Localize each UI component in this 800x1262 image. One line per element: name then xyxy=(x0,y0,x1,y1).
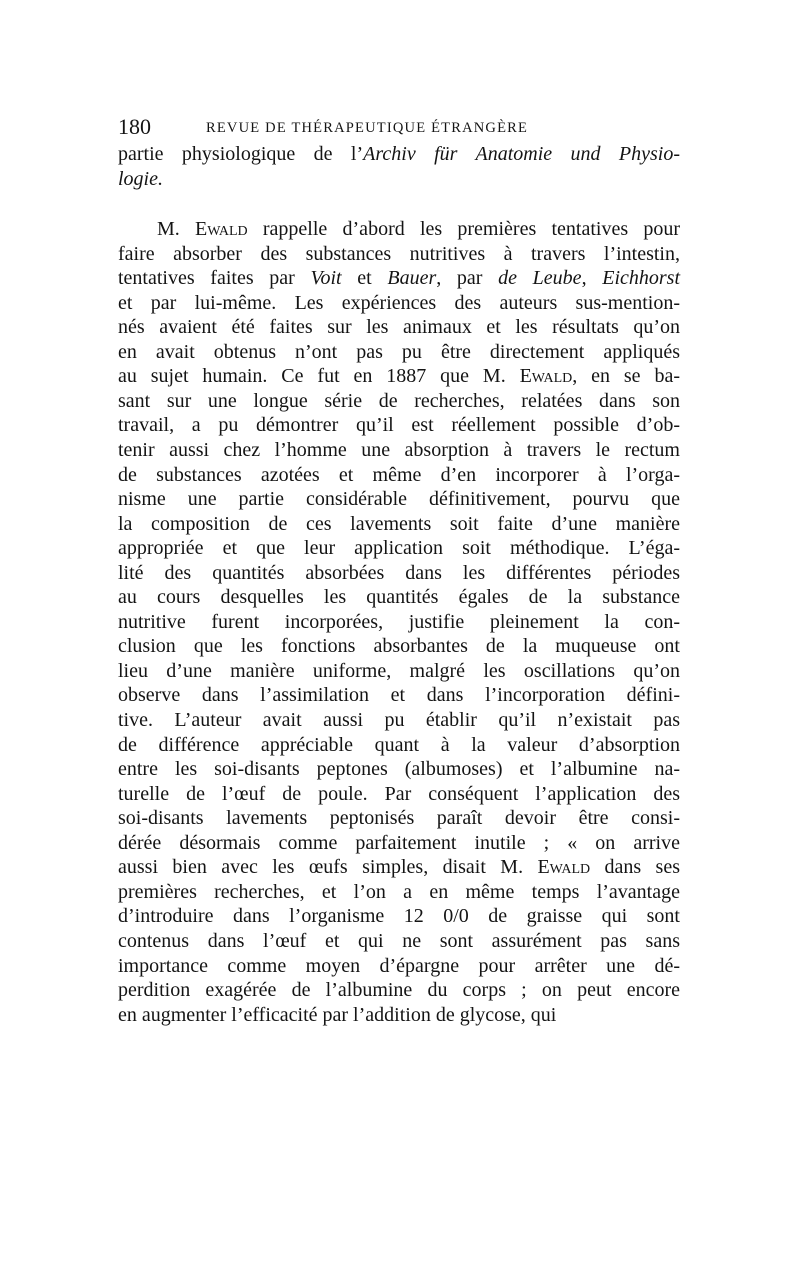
text-line xyxy=(118,242,680,267)
italic-text: logie. xyxy=(118,167,163,190)
text-line xyxy=(118,733,680,758)
italic-text: de Leube xyxy=(498,267,582,290)
text-line xyxy=(118,880,680,905)
text-line xyxy=(118,487,680,512)
text-run: travail, a pu démontrer qu’il est réellement possible d’ob- xyxy=(118,414,680,437)
text-run: tenir aussi chez l’homme une absorption à travers le rectum xyxy=(118,439,680,462)
text-line xyxy=(118,954,680,979)
text-run: premières recherches, et l’on a en même temps l’avantage xyxy=(118,880,680,903)
text-run: soi-disants lavements peptonisés paraît devoir être consi- xyxy=(118,807,680,830)
text-run: sant sur une longue série de recherches, relatées dans son xyxy=(118,389,680,412)
running-title: REVUE DE THÉRAPEUTIQUE ÉTRANGÈRE xyxy=(206,120,529,136)
text-line xyxy=(118,757,680,782)
text-line xyxy=(118,708,680,733)
text-run: nés avaient été faites sur les animaux et les résultats qu’on xyxy=(118,316,680,339)
text-run: au cours desquelles les quantités égales de la substance xyxy=(118,586,680,609)
text-run: , en se ba- xyxy=(572,365,680,388)
text-run: tentatives faites par xyxy=(118,267,311,290)
text-run: contenus dans l’œuf et qui ne sont assurément pas sans xyxy=(118,929,680,952)
text-line xyxy=(118,389,680,414)
text-line xyxy=(118,831,680,856)
text-line xyxy=(118,904,680,929)
text-line xyxy=(118,929,680,954)
text-run: de substances azotées et même d’en incorporer à l’orga- xyxy=(118,463,680,486)
italic-text: Voit xyxy=(310,267,342,290)
author-name: Ewald xyxy=(519,365,573,388)
text-run: entre les soi-disants peptones (albumoses) et l’albumine na- xyxy=(118,758,680,781)
text-run: rappelle d’abord les premières tentatives pour xyxy=(247,218,680,241)
text-line xyxy=(118,782,680,807)
text-line xyxy=(118,266,680,291)
page-header xyxy=(118,112,680,142)
text-run: tive. L’auteur avait aussi pu établir qu’il n’existait pas xyxy=(118,709,680,732)
text-line xyxy=(118,683,680,708)
text-line xyxy=(118,806,680,831)
text-run: M. xyxy=(157,218,196,241)
text-run: de différence appréciable quant à la valeur d’absorption xyxy=(118,733,680,756)
text-run: au sujet humain. Ce fut en 1887 que M. xyxy=(118,365,520,388)
text-run: aussi bien avec les œufs simples, disait M. xyxy=(118,856,538,879)
text-run: lieu d’une manière uniforme, malgré les oscillations qu’on xyxy=(118,659,680,682)
text-run: clusion que les fonctions absorbantes de la muqueuse ont xyxy=(118,635,680,658)
text-line xyxy=(118,340,680,365)
text-line xyxy=(118,167,680,192)
text-run: dérée désormais comme parfaitement inutile ; « on arrive xyxy=(118,831,680,854)
text-line xyxy=(118,585,680,610)
text-run: nisme une partie considérable définitivement, pourvu que xyxy=(118,488,680,511)
text-line xyxy=(118,364,680,389)
text-line xyxy=(118,142,680,167)
text-run: observe dans l’assimilation et dans l’incorporation défini- xyxy=(118,684,680,707)
text-line xyxy=(118,634,680,659)
text-line xyxy=(118,659,680,684)
text-run: appropriée et que leur application soit méthodique. L’éga- xyxy=(118,537,680,560)
text-line xyxy=(118,413,680,438)
paragraph xyxy=(118,142,680,191)
text-line xyxy=(118,512,680,537)
text-line xyxy=(118,1003,680,1028)
text-line xyxy=(118,536,680,561)
text-run: la composition de ces lavements soit faite d’une manière xyxy=(118,512,680,535)
author-name: Ewald xyxy=(537,856,591,879)
text-line xyxy=(118,438,680,463)
italic-text: Eichhorst xyxy=(602,267,681,290)
text-line xyxy=(118,463,680,488)
text-run: perdition exagérée de l’albumine du corps ; on peut encore xyxy=(118,979,680,1002)
italic-text: Bauer xyxy=(387,267,437,290)
text-run: et par lui-même. Les expériences des auteurs sus-mention- xyxy=(118,291,680,314)
text-run: partie physiologique de l’ xyxy=(118,143,364,165)
text-line xyxy=(118,291,680,316)
text-run: importance comme moyen d’épargne pour arrêter une dé- xyxy=(118,954,680,977)
text-run: , xyxy=(581,267,603,290)
text-run: lité des quantités absorbées dans les différentes périodes xyxy=(118,561,680,584)
text-line xyxy=(118,610,680,635)
italic-text: Archiv für Anatomie und Physio- xyxy=(363,143,681,165)
text-line xyxy=(118,561,680,586)
body-text xyxy=(118,142,680,1027)
text-run: turelle de l’œuf de poule. Par conséquent l’application des xyxy=(118,782,680,805)
text-run: d’introduire dans l’organisme 12 0/0 de graisse qui sont xyxy=(118,905,680,928)
text-run: nutritive furent incorporées, justifie pleinement la con- xyxy=(118,610,680,633)
text-run: et xyxy=(341,267,388,290)
text-run: , par xyxy=(436,267,499,290)
page-number: 180 xyxy=(118,114,151,139)
text-run: en augmenter l’efficacité par l’addition de glycose, qui xyxy=(118,1003,557,1026)
author-name: Ewald xyxy=(195,218,248,241)
text-line xyxy=(118,978,680,1003)
text-run: faire absorber des substances nutritives à travers l’intestin, xyxy=(118,242,680,265)
text-line xyxy=(118,855,680,880)
paragraph xyxy=(118,217,680,1027)
paragraph-gap xyxy=(118,191,680,217)
text-run: en avait obtenus n’ont pas pu être directement appliqués xyxy=(118,340,680,363)
text-line xyxy=(118,315,680,340)
text-run: dans ses xyxy=(590,856,680,879)
text-line xyxy=(118,217,680,242)
